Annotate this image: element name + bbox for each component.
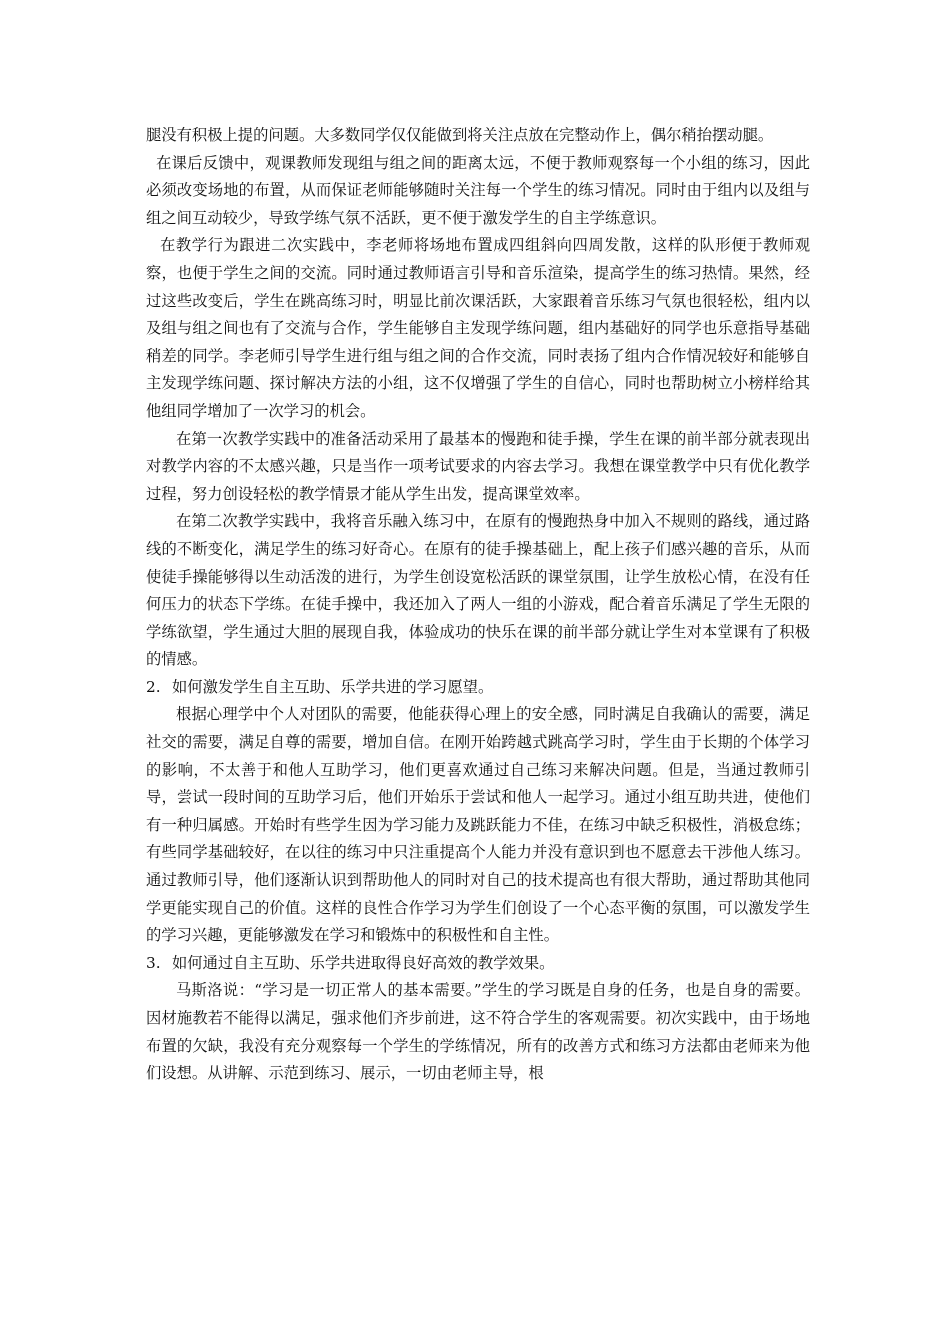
paragraph-psychology: 根据心理学中个人对团队的需要，他能获得心理上的安全感，同时满足自我确认的需要，满足社交的需要，满足自尊的需要，增加自信。在刚开始跨越式跳高学习时，学生由于长期的个体学习的影响，不太善于和他人互助学习，他们更喜欢通过自己练习来解决问题。但是，当通过教师引导，尝试一段时间的互助学习后，他们开始乐于尝试和他人一起学习。通过小组互助共进，使他们有一种归属感。开始时有些学生因为学习能力及跳跃能力不佳，在练习中缺乏积极性，消极怠练；有些同学基础较好，在以往的练习中只注重提高个人能力并没有意识到也不愿意去干涉他人练习。通过教师引导，他们逐渐认识到帮助他人的同时对自己的技术提高也有很大帮助，通过帮助其他同学更能实现自己的价值。这样的良性合作学习为学生们创设了一个心态平衡的氛围，可以激发学生的学习兴趣，更能够激发在学习和锻炼中的积极性和自主性。 <box>146 705 810 945</box>
list-item-2 <box>146 674 810 702</box>
paragraph-maslow: 马斯洛说：“学习是一切正常人的基本需要。”学生的学习既是自身的任务，也是自身的需要。因材施教若不能得以满足，强求他们齐步前进，这不符合学生的客观需要。初次实践中，由于场地布置的欠缺，我没有充分观察每一个学生的学练情况，所有的改善方式和练习方法都由老师来为他们设想。从讲解、示范到练习、展示，一切由老师主导，根 <box>146 981 810 1083</box>
list-number: 3. <box>146 953 161 972</box>
paragraph-feedback: 在课后反馈中，观课教师发现组与组之间的距离太远，不便于教师观察每一个小组的练习，因此必须改变场地的布置，从而保证老师能够随时关注每一个学生的练习情况。同时由于组内以及组与组之间互动较少，导致学练气氛不活跃，更不便于激发学生的自主学练意识。 <box>146 153 810 227</box>
paragraph-first-teaching: 在第一次教学实践中的准备活动采用了最基本的慢跑和徒手操，学生在课的前半部分就表现出对教学内容的不太感兴趣，只是当作一项考试要求的内容去学习。我想在课堂教学中只有优化教学过程，努力创设轻松的教学情景才能从学生出发，提高课堂效率。 <box>146 429 810 503</box>
list-text: 如何激发学生自主互助、乐学共进的学习愿望。 <box>172 677 494 696</box>
paragraph-second-practice: 在教学行为跟进二次实践中，李老师将场地布置成四组斜向四周发散，这样的队形便于教师观察，也便于学生之间的交流。同时通过教师语言引导和音乐渲染，提高学生的练习热情。果然，经过这些改变后，学生在跳高练习时，明显比前次课活跃，大家跟着音乐练习气氛也很轻松，组内以及组与组之间也有了交流与合作，学生能够自主发现学练问题，组内基础好的同学也乐意指导基础稍差的同学。李老师引导学生进行组与组之间的合作交流，同时表扬了组内合作情况较好和能够自主发现学练问题、探讨解决方法的小组，这不仅增强了学生的自信心，同时也帮助树立小榜样给其他组同学增加了一次学习的机会。 <box>146 236 810 420</box>
list-text: 如何通过自主互助、乐学共进取得良好高效的教学效果。 <box>172 953 555 972</box>
list-number: 2. <box>146 677 161 696</box>
document-body <box>146 122 810 1088</box>
paragraph-continued: 腿没有积极上提的问题。大多数同学仅仅能做到将关注点放在完整动作上，偶尔稍抬摆动腿。 <box>146 126 774 144</box>
paragraph-second-teaching: 在第二次教学实践中，我将音乐融入练习中，在原有的慢跑热身中加入不规则的路线，通过路线的不断变化，满足学生的练习好奇心。在原有的徒手操基础上，配上孩子们感兴趣的音乐，从而使徒手操能够得以生动活泼的进行，为学生创设宽松活跃的课堂氛围，让学生放松心情，在没有任何压力的状态下学练。在徒手操中，我还加入了两人一组的小游戏，配合着音乐满足了学生无限的学练欲望，学生通过大胆的展现自我，体验成功的快乐在课的前半部分就让学生对本堂课有了积极的情感。 <box>146 512 810 669</box>
list-item-3 <box>146 950 810 978</box>
